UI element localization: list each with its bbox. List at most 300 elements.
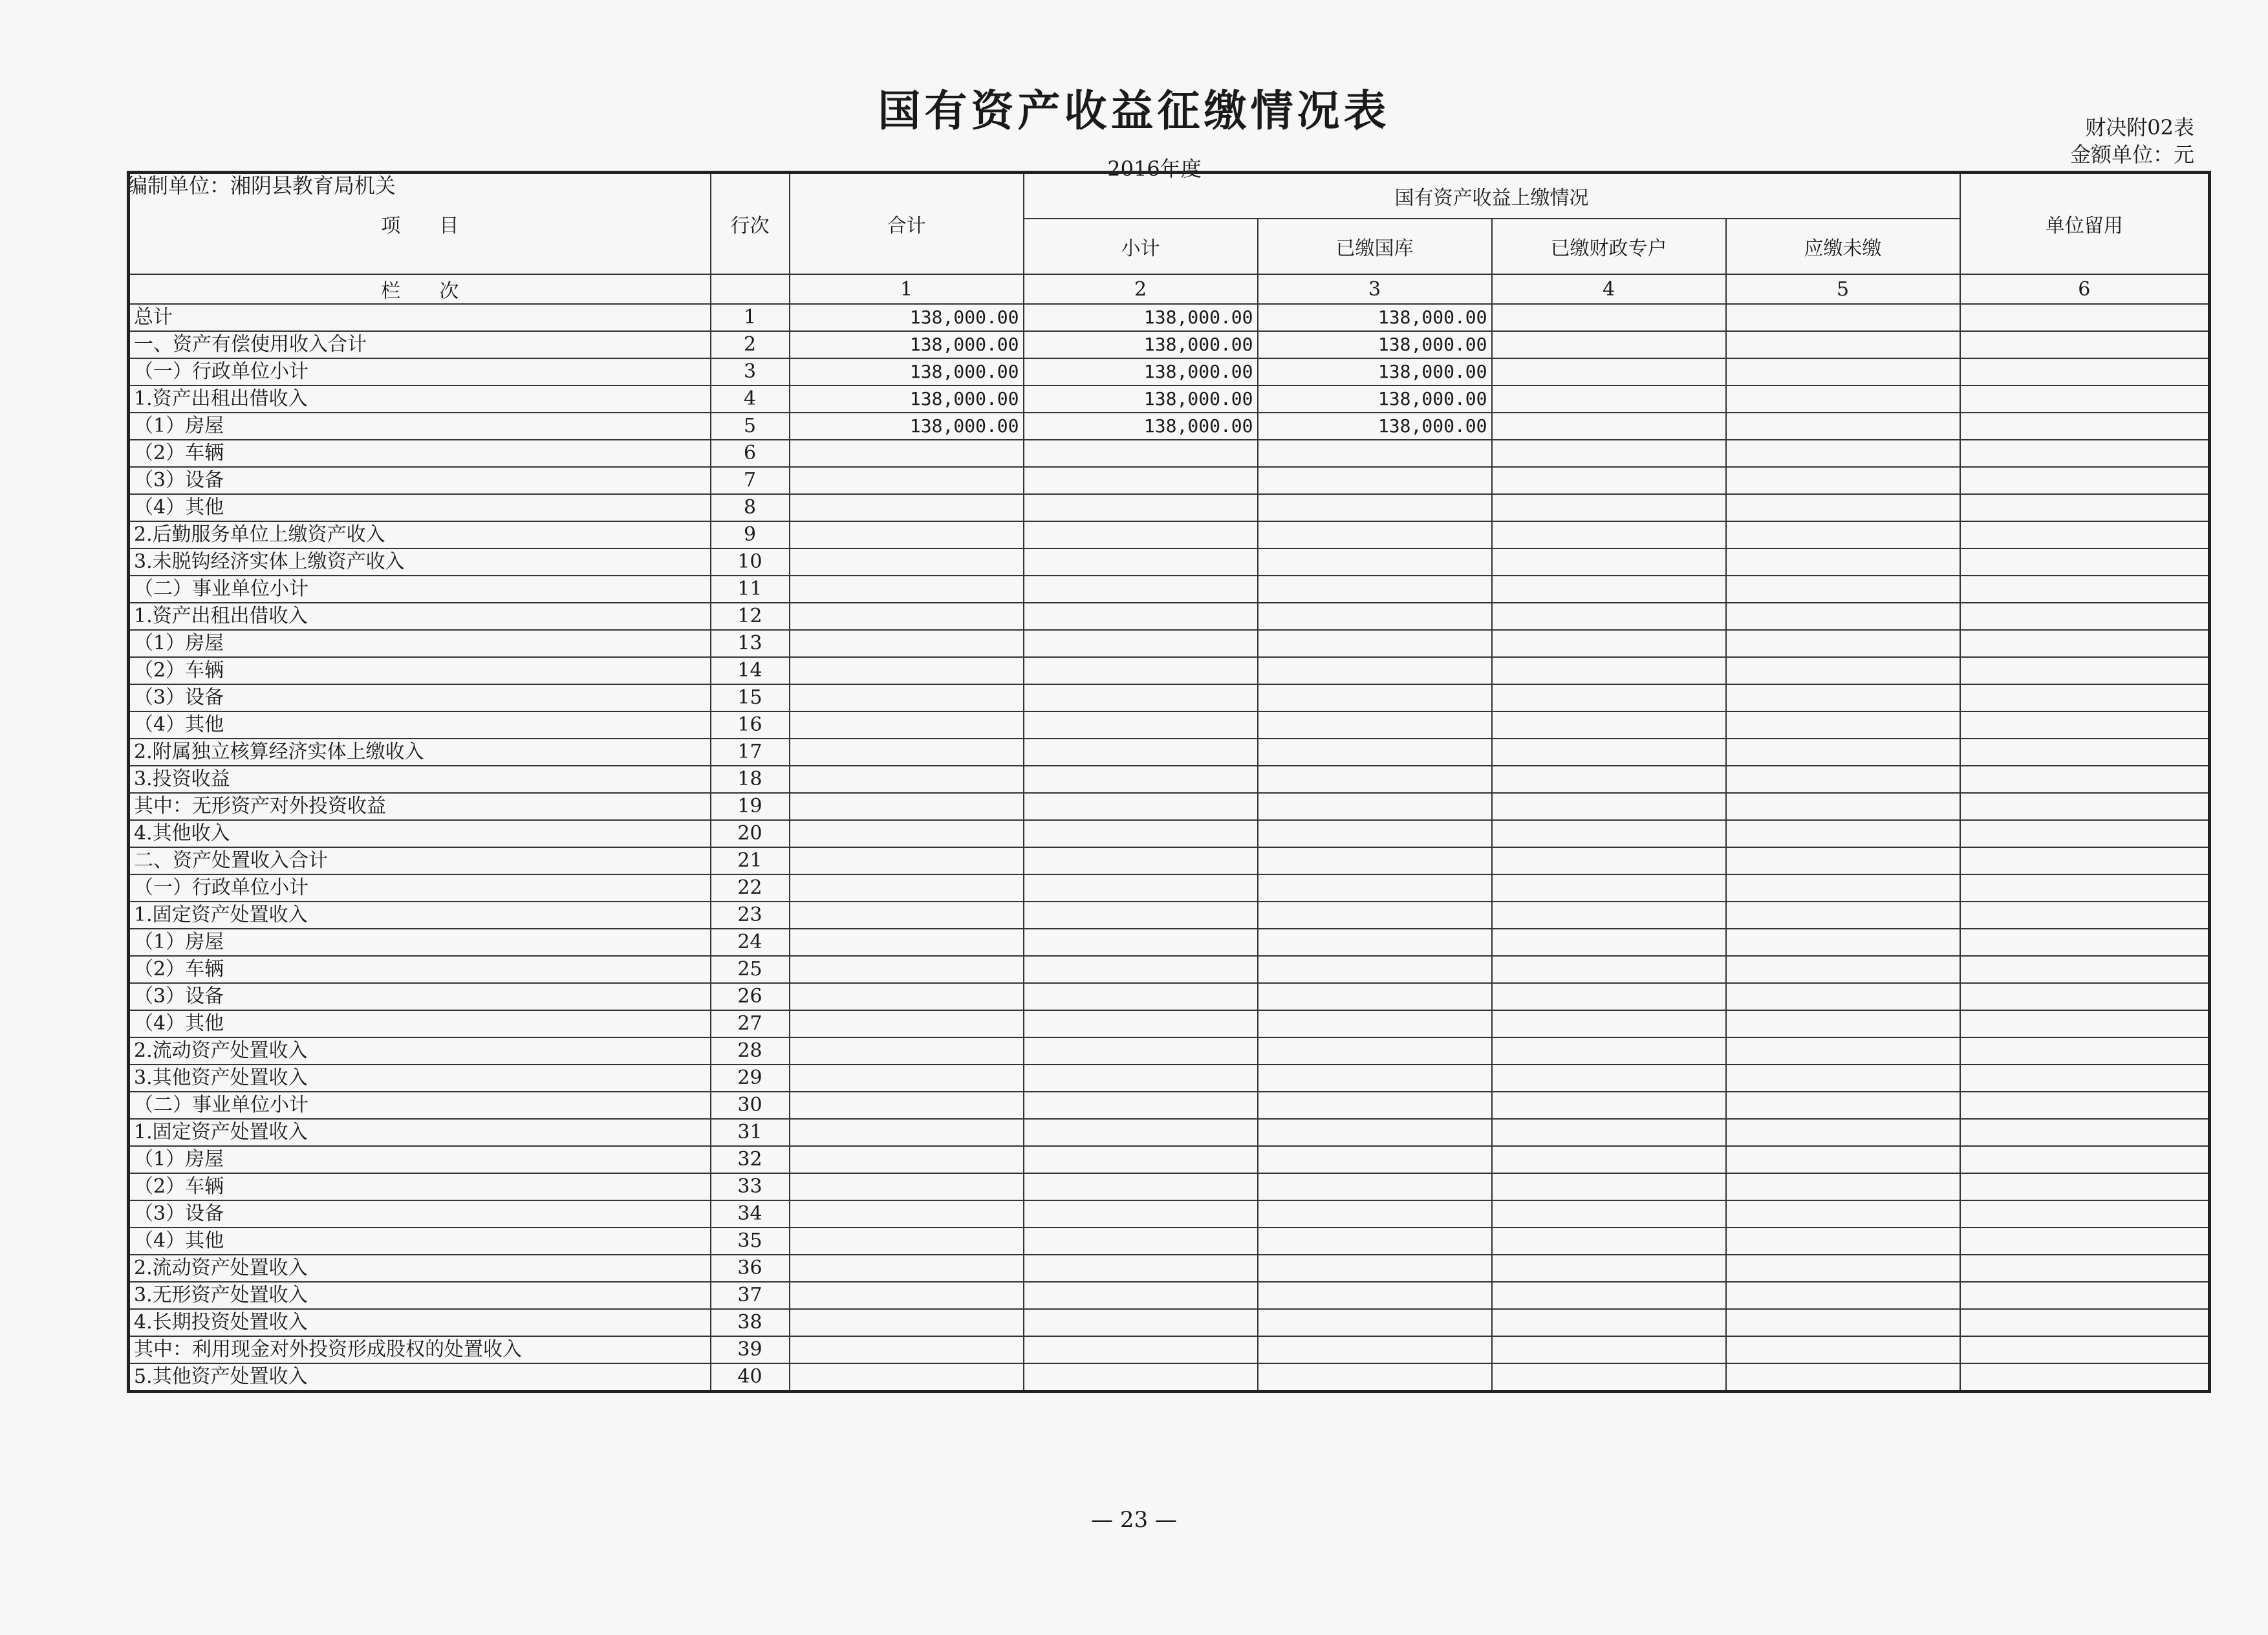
row-retained [1960,1228,2210,1255]
row-line-number: 25 [711,956,790,983]
row-treasury [1258,576,1492,603]
header-fiscal: 已缴财政专户 [1492,219,1726,274]
row-retained [1960,1037,2210,1065]
table-row [129,956,2210,983]
row-unpaid [1726,657,1960,684]
row-total [790,1065,1024,1092]
row-item: （1）房屋 [129,1146,711,1173]
row-fiscal [1492,548,1726,576]
row-total [790,1146,1024,1173]
row-retained [1960,711,2210,739]
row-unpaid [1726,1282,1960,1309]
row-unpaid [1726,385,1960,413]
row-fiscal [1492,467,1726,494]
row-unpaid [1726,1363,1960,1392]
row-item: 3.无形资产处置收入 [129,1282,711,1309]
column-number-1: 1 [790,274,1024,304]
row-total [790,657,1024,684]
row-unpaid [1726,630,1960,657]
row-treasury [1258,1228,1492,1255]
row-subtotal [1024,576,1258,603]
row-unpaid [1726,739,1960,766]
row-treasury [1258,1255,1492,1282]
row-item: 3.投资收益 [129,766,711,793]
row-subtotal [1024,874,1258,902]
row-unpaid [1726,1309,1960,1336]
row-treasury [1258,793,1492,820]
row-unpaid [1726,331,1960,358]
row-subtotal [1024,766,1258,793]
row-item: 1.资产出租出借收入 [129,385,711,413]
row-retained [1960,739,2210,766]
row-retained [1960,1092,2210,1119]
row-item: 1.固定资产处置收入 [129,1119,711,1146]
row-treasury [1258,711,1492,739]
table-row [129,929,2210,956]
row-fiscal [1492,1255,1726,1282]
row-fiscal [1492,1309,1726,1336]
row-retained [1960,1309,2210,1336]
row-treasury: 138,000.00 [1258,358,1492,385]
row-total [790,521,1024,548]
row-item: 一、资产有偿使用收入合计 [129,331,711,358]
table-row [129,1228,2210,1255]
row-treasury: 138,000.00 [1258,385,1492,413]
row-unpaid [1726,1146,1960,1173]
row-fiscal [1492,684,1726,711]
row-line-number: 20 [711,820,790,847]
row-subtotal [1024,1010,1258,1037]
row-item: 1.固定资产处置收入 [129,902,711,929]
table-row [129,684,2210,711]
row-fiscal [1492,1282,1726,1309]
row-line-number: 30 [711,1092,790,1119]
row-unpaid [1726,1010,1960,1037]
row-item: 其中：无形资产对外投资收益 [129,793,711,820]
row-retained [1960,304,2210,331]
row-item: （3）设备 [129,983,711,1010]
table-body [129,304,2210,1392]
row-total [790,1200,1024,1228]
row-fiscal [1492,1065,1726,1092]
row-total [790,902,1024,929]
row-total [790,847,1024,874]
row-treasury [1258,847,1492,874]
row-retained [1960,1282,2210,1309]
row-item: 二、资产处置收入合计 [129,847,711,874]
table-row [129,1363,2210,1392]
row-unpaid [1726,983,1960,1010]
header-subtotal: 小计 [1024,219,1258,274]
row-total [790,1228,1024,1255]
row-line-number: 37 [711,1282,790,1309]
row-total [790,684,1024,711]
row-subtotal: 138,000.00 [1024,304,1258,331]
row-fiscal [1492,331,1726,358]
row-line-number: 19 [711,793,790,820]
row-subtotal [1024,793,1258,820]
table-row [129,1282,2210,1309]
row-total: 138,000.00 [790,385,1024,413]
row-unpaid [1726,1173,1960,1200]
row-fiscal [1492,1363,1726,1392]
row-retained [1960,1173,2210,1200]
row-unpaid [1726,1255,1960,1282]
table-row [129,1309,2210,1336]
row-total: 138,000.00 [790,358,1024,385]
row-treasury [1258,820,1492,847]
row-total [790,766,1024,793]
row-fiscal [1492,902,1726,929]
row-retained [1960,385,2210,413]
row-treasury [1258,874,1492,902]
row-fiscal [1492,1010,1726,1037]
row-unpaid [1726,603,1960,630]
row-line-number: 3 [711,358,790,385]
row-total [790,711,1024,739]
row-total [790,1037,1024,1065]
row-line-number: 10 [711,548,790,576]
row-retained [1960,657,2210,684]
column-number-5: 5 [1726,274,1960,304]
row-line-number: 9 [711,521,790,548]
table-row [129,739,2210,766]
row-treasury: 138,000.00 [1258,331,1492,358]
row-treasury [1258,603,1492,630]
row-fiscal [1492,603,1726,630]
row-treasury [1258,1173,1492,1200]
row-fiscal [1492,820,1726,847]
row-total [790,576,1024,603]
row-unpaid [1726,711,1960,739]
row-item: 3.其他资产处置收入 [129,1065,711,1092]
row-item: 3.未脱钩经济实体上缴资产收入 [129,548,711,576]
row-fiscal [1492,793,1726,820]
row-treasury [1258,902,1492,929]
column-number-6: 6 [1960,274,2210,304]
header-unpaid: 应缴未缴 [1726,219,1960,274]
header-total: 合计 [790,173,1024,275]
preparing-organization: 编制单位：湘阴县教育局机关 [127,173,396,198]
row-treasury [1258,684,1492,711]
row-retained [1960,983,2210,1010]
row-retained [1960,956,2210,983]
row-fiscal [1492,440,1726,467]
row-total [790,1092,1024,1119]
row-item: 其中：利用现金对外投资形成股权的处置收入 [129,1336,711,1363]
header-retained: 单位留用 [1960,173,2210,275]
row-subtotal [1024,467,1258,494]
row-item: 2.后勤服务单位上缴资产收入 [129,521,711,548]
row-subtotal [1024,657,1258,684]
row-total [790,793,1024,820]
row-line-number: 38 [711,1309,790,1336]
row-subtotal [1024,521,1258,548]
row-subtotal [1024,1065,1258,1092]
row-subtotal: 138,000.00 [1024,358,1258,385]
row-item: （3）设备 [129,1200,711,1228]
column-number-blank [711,274,790,304]
row-retained [1960,603,2210,630]
row-item: （一）行政单位小计 [129,358,711,385]
row-total [790,467,1024,494]
row-item: （二）事业单位小计 [129,1092,711,1119]
row-unpaid [1726,1119,1960,1146]
row-unpaid [1726,576,1960,603]
table-row [129,1010,2210,1037]
row-total: 138,000.00 [790,331,1024,358]
row-retained [1960,548,2210,576]
table-row [129,1065,2210,1092]
row-fiscal [1492,929,1726,956]
row-item: 4.长期投资处置收入 [129,1309,711,1336]
row-subtotal [1024,684,1258,711]
row-treasury [1258,1363,1492,1392]
row-fiscal [1492,711,1726,739]
row-item: （3）设备 [129,684,711,711]
column-number-3: 3 [1258,274,1492,304]
row-subtotal: 138,000.00 [1024,331,1258,358]
row-line-number: 32 [711,1146,790,1173]
row-line-number: 16 [711,711,790,739]
row-fiscal [1492,874,1726,902]
row-fiscal [1492,358,1726,385]
row-unpaid [1726,766,1960,793]
row-unpaid [1726,1092,1960,1119]
row-subtotal [1024,603,1258,630]
row-retained [1960,874,2210,902]
row-subtotal: 138,000.00 [1024,385,1258,413]
row-total [790,1282,1024,1309]
row-subtotal [1024,1336,1258,1363]
header-item: 项 目 [129,173,711,275]
row-line-number: 22 [711,874,790,902]
table-row [129,1255,2210,1282]
table-row [129,358,2210,385]
table-row [129,1037,2210,1065]
row-retained [1960,1255,2210,1282]
row-retained [1960,1336,2210,1363]
form-number: 财决附02表 [2085,115,2194,140]
row-fiscal [1492,1119,1726,1146]
row-item: （1）房屋 [129,413,711,440]
row-unpaid [1726,956,1960,983]
row-fiscal [1492,1037,1726,1065]
row-line-number: 2 [711,331,790,358]
row-unpaid [1726,929,1960,956]
row-treasury [1258,983,1492,1010]
row-total [790,956,1024,983]
row-subtotal [1024,1282,1258,1309]
row-retained [1960,1119,2210,1146]
column-number-label: 栏 次 [129,274,711,304]
row-subtotal [1024,440,1258,467]
row-treasury [1258,1092,1492,1119]
row-subtotal [1024,630,1258,657]
row-fiscal [1492,847,1726,874]
row-unpaid [1726,1228,1960,1255]
row-line-number: 7 [711,467,790,494]
table-row [129,548,2210,576]
row-treasury [1258,548,1492,576]
row-fiscal [1492,1200,1726,1228]
row-retained [1960,331,2210,358]
row-retained [1960,521,2210,548]
header-line: 行次 [711,173,790,275]
row-line-number: 40 [711,1363,790,1392]
table-row [129,331,2210,358]
row-treasury [1258,1037,1492,1065]
row-fiscal [1492,576,1726,603]
row-fiscal [1492,983,1726,1010]
row-line-number: 12 [711,603,790,630]
row-retained [1960,684,2210,711]
row-unpaid [1726,494,1960,521]
row-treasury [1258,1010,1492,1037]
row-line-number: 39 [711,1336,790,1363]
row-item: （一）行政单位小计 [129,874,711,902]
row-total [790,1309,1024,1336]
row-line-number: 28 [711,1037,790,1065]
row-fiscal [1492,739,1726,766]
row-line-number: 11 [711,576,790,603]
table-row [129,820,2210,847]
table-row [129,467,2210,494]
row-treasury [1258,1119,1492,1146]
row-treasury: 138,000.00 [1258,413,1492,440]
row-subtotal [1024,1228,1258,1255]
row-total [790,1119,1024,1146]
row-retained [1960,929,2210,956]
report-year: 2016年度 [1107,157,1202,181]
row-unpaid [1726,548,1960,576]
row-item: （4）其他 [129,1228,711,1255]
row-subtotal [1024,1037,1258,1065]
table-row [129,766,2210,793]
row-subtotal [1024,956,1258,983]
row-retained [1960,440,2210,467]
row-treasury [1258,1309,1492,1336]
row-treasury [1258,739,1492,766]
row-subtotal [1024,902,1258,929]
row-line-number: 6 [711,440,790,467]
row-treasury [1258,657,1492,684]
row-unpaid [1726,440,1960,467]
row-treasury [1258,494,1492,521]
table-row [129,793,2210,820]
row-subtotal [1024,820,1258,847]
row-total [790,1255,1024,1282]
row-fiscal [1492,494,1726,521]
row-retained [1960,902,2210,929]
revenue-collection-table [127,171,2211,1393]
row-retained [1960,630,2210,657]
row-item: 总计 [129,304,711,331]
row-unpaid [1726,820,1960,847]
row-unpaid [1726,684,1960,711]
row-retained [1960,1146,2210,1173]
row-subtotal [1024,1173,1258,1200]
row-line-number: 36 [711,1255,790,1282]
row-total [790,739,1024,766]
row-unpaid [1726,1065,1960,1092]
row-total [790,983,1024,1010]
table-row [129,1200,2210,1228]
table-row [129,847,2210,874]
header-group: 国有资产收益上缴情况 [1024,173,1960,219]
row-line-number: 31 [711,1119,790,1146]
row-line-number: 21 [711,847,790,874]
row-line-number: 14 [711,657,790,684]
row-fiscal [1492,1092,1726,1119]
row-subtotal [1024,494,1258,521]
row-subtotal [1024,1092,1258,1119]
row-item: （2）车辆 [129,1173,711,1200]
row-retained [1960,494,2210,521]
row-total: 138,000.00 [790,304,1024,331]
row-total [790,1363,1024,1392]
row-treasury [1258,1336,1492,1363]
row-line-number: 8 [711,494,790,521]
row-unpaid [1726,874,1960,902]
row-line-number: 29 [711,1065,790,1092]
row-retained [1960,793,2210,820]
row-line-number: 26 [711,983,790,1010]
row-item: （1）房屋 [129,929,711,956]
row-subtotal [1024,548,1258,576]
table-row [129,1092,2210,1119]
row-subtotal [1024,1309,1258,1336]
row-fiscal [1492,1336,1726,1363]
row-unpaid [1726,413,1960,440]
table-row [129,711,2210,739]
table-row [129,603,2210,630]
row-treasury: 138,000.00 [1258,304,1492,331]
row-fiscal [1492,304,1726,331]
row-treasury [1258,630,1492,657]
row-subtotal [1024,739,1258,766]
table-row [129,385,2210,413]
row-treasury [1258,467,1492,494]
row-line-number: 27 [711,1010,790,1037]
row-retained [1960,820,2210,847]
row-unpaid [1726,521,1960,548]
row-line-number: 33 [711,1173,790,1200]
row-retained [1960,847,2210,874]
row-line-number: 34 [711,1200,790,1228]
row-item: 2.附属独立核算经济实体上缴收入 [129,739,711,766]
row-line-number: 13 [711,630,790,657]
row-retained [1960,358,2210,385]
row-unpaid [1726,358,1960,385]
row-fiscal [1492,1228,1726,1255]
row-fiscal [1492,1146,1726,1173]
table-row [129,630,2210,657]
table-row [129,657,2210,684]
row-retained [1960,1065,2210,1092]
table-row [129,1119,2210,1146]
row-item: （4）其他 [129,1010,711,1037]
row-fiscal [1492,1173,1726,1200]
table-row [129,902,2210,929]
row-fiscal [1492,385,1726,413]
table-row [129,1173,2210,1200]
row-total [790,603,1024,630]
row-unpaid [1726,1200,1960,1228]
table-row [129,576,2210,603]
row-treasury [1258,1065,1492,1092]
row-unpaid [1726,902,1960,929]
